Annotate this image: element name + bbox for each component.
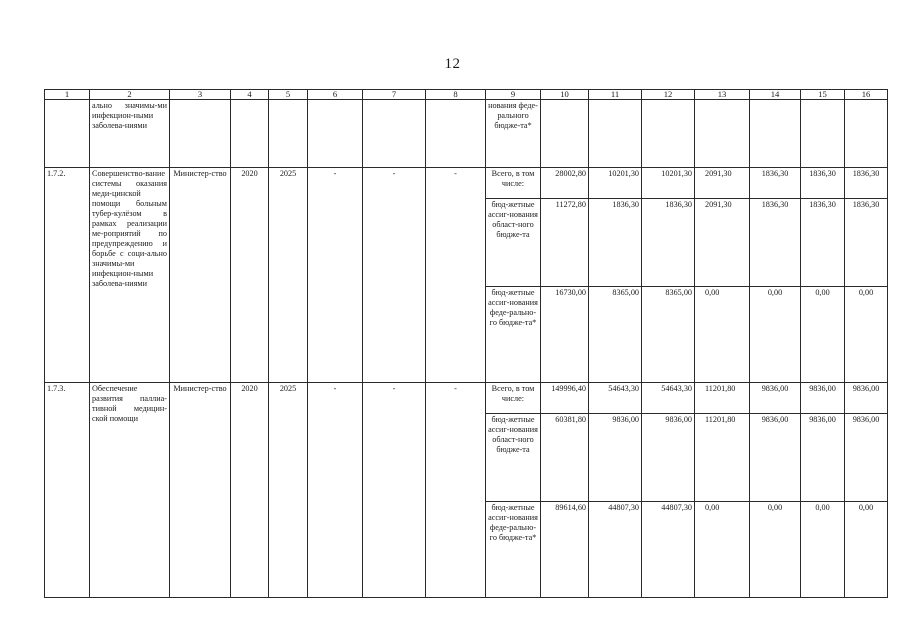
amount-col16: 1836,30 <box>845 167 888 198</box>
amount-col15: 9836,00 <box>801 414 845 502</box>
amount-col14: 9836,00 <box>750 414 801 502</box>
column-number: 15 <box>801 90 845 100</box>
amount-col11: 44807,30 <box>589 502 642 598</box>
amount-col13: 11201,80 <box>695 382 750 413</box>
column-number: 16 <box>845 90 888 100</box>
cont-year-end <box>269 100 308 168</box>
funding-source: бюд-жетные ассиг-нования област-ного бюдже-та <box>486 414 541 502</box>
cont-value <box>801 100 845 168</box>
amount-col15: 1836,30 <box>801 167 845 198</box>
amount-col14: 0,00 <box>750 502 801 598</box>
column-number-row <box>45 90 888 100</box>
cont-value <box>845 100 888 168</box>
budget-table <box>44 89 888 598</box>
cont-name: ально значимы-ми инфекцион-ными заболева-ниями <box>90 100 170 168</box>
column-number: 9 <box>486 90 541 100</box>
amount-col13: 2091,30 <box>695 199 750 287</box>
amount-col12: 44807,30 <box>642 502 695 598</box>
amount-col11: 10201,30 <box>589 167 642 198</box>
column-number: 1 <box>45 90 90 100</box>
cont-value <box>589 100 642 168</box>
column-number: 7 <box>363 90 426 100</box>
amount-col16: 0,00 <box>845 286 888 382</box>
measure-executor: Министер-ство <box>170 167 231 382</box>
funding-source: бюд-жетные ассиг-нования феде-рально-го бюдже-та* <box>486 286 541 382</box>
amount-col16: 9836,00 <box>845 382 888 413</box>
column-number: 5 <box>269 90 308 100</box>
amount-col14: 1836,30 <box>750 167 801 198</box>
column-number: 11 <box>589 90 642 100</box>
column-number: 4 <box>231 90 269 100</box>
funding-source: Всего, в том числе: <box>486 382 541 413</box>
cont-col7 <box>363 100 426 168</box>
amount-col10: 11272,80 <box>541 199 589 287</box>
cont-value <box>541 100 589 168</box>
amount-col15: 9836,00 <box>801 382 845 413</box>
amount-col13: 2091,30 <box>695 167 750 198</box>
cont-year-start <box>231 100 269 168</box>
column-number: 8 <box>426 90 486 100</box>
cont-source: нования феде-рального бюдже-та* <box>486 100 541 168</box>
amount-col12: 8365,00 <box>642 286 695 382</box>
measure-name: Обеспечение развития паллиа-тивной медицин-ской помощи <box>90 382 170 597</box>
measure-col6: - <box>308 382 363 597</box>
amount-col10: 16730,00 <box>541 286 589 382</box>
amount-col11: 1836,30 <box>589 199 642 287</box>
amount-col12: 9836,00 <box>642 414 695 502</box>
amount-col10: 60381,80 <box>541 414 589 502</box>
measure-year-end: 2025 <box>269 382 308 597</box>
amount-col13: 11201,80 <box>695 414 750 502</box>
funding-source: бюд-жетные ассиг-нования област-ного бюдже-та <box>486 199 541 287</box>
column-number: 3 <box>170 90 231 100</box>
cont-value <box>750 100 801 168</box>
table-body <box>45 90 888 598</box>
cont-col8 <box>426 100 486 168</box>
page-number: 12 <box>444 56 461 72</box>
measure-number: 1.7.3. <box>45 382 90 597</box>
amount-col13: 0,00 <box>695 502 750 598</box>
amount-col12: 10201,30 <box>642 167 695 198</box>
measure-col6: - <box>308 167 363 382</box>
measure-executor: Министер-ство <box>170 382 231 597</box>
amount-col14: 9836,00 <box>750 382 801 413</box>
amount-col15: 0,00 <box>801 286 845 382</box>
measure-col8: - <box>426 382 486 597</box>
column-number: 13 <box>695 90 750 100</box>
column-number: 14 <box>750 90 801 100</box>
amount-col11: 54643,30 <box>589 382 642 413</box>
column-number: 6 <box>308 90 363 100</box>
column-number: 12 <box>642 90 695 100</box>
cont-num <box>45 100 90 168</box>
amount-col16: 1836,30 <box>845 199 888 287</box>
measure-number: 1.7.2. <box>45 167 90 382</box>
measure-year-start: 2020 <box>231 167 269 382</box>
amount-col15: 1836,30 <box>801 199 845 287</box>
measure-col7: - <box>363 167 426 382</box>
amount-col13: 0,00 <box>695 286 750 382</box>
measure-row <box>45 382 888 413</box>
cont-col6 <box>308 100 363 168</box>
amount-col12: 1836,30 <box>642 199 695 287</box>
measure-row <box>45 167 888 198</box>
funding-source: бюд-жетные ассиг-нования феде-рально-го бюдже-та* <box>486 502 541 598</box>
cont-value <box>642 100 695 168</box>
measure-col8: - <box>426 167 486 382</box>
amount-col14: 0,00 <box>750 286 801 382</box>
amount-col10: 149996,40 <box>541 382 589 413</box>
amount-col11: 8365,00 <box>589 286 642 382</box>
amount-col11: 9836,00 <box>589 414 642 502</box>
amount-col15: 0,00 <box>801 502 845 598</box>
cont-value <box>695 100 750 168</box>
measure-year-start: 2020 <box>231 382 269 597</box>
funding-source: Всего, в том числе: <box>486 167 541 198</box>
amount-col12: 54643,30 <box>642 382 695 413</box>
amount-col10: 89614,60 <box>541 502 589 598</box>
continuation-row <box>45 100 888 168</box>
amount-col16: 9836,00 <box>845 414 888 502</box>
measure-name: Совершенство-вание системы оказания меди-цинской помощи больным тубер-кулёзом в рамках реализации ме-роприятий по предупреждению и борьбе с соци-ально значимы-ми инфекцион-ными заболева-ниями <box>90 167 170 382</box>
measure-year-end: 2025 <box>269 167 308 382</box>
cont-executor <box>170 100 231 168</box>
measure-col7: - <box>363 382 426 597</box>
amount-col10: 28002,80 <box>541 167 589 198</box>
amount-col16: 0,00 <box>845 502 888 598</box>
column-number: 10 <box>541 90 589 100</box>
column-number: 2 <box>90 90 170 100</box>
amount-col14: 1836,30 <box>750 199 801 287</box>
